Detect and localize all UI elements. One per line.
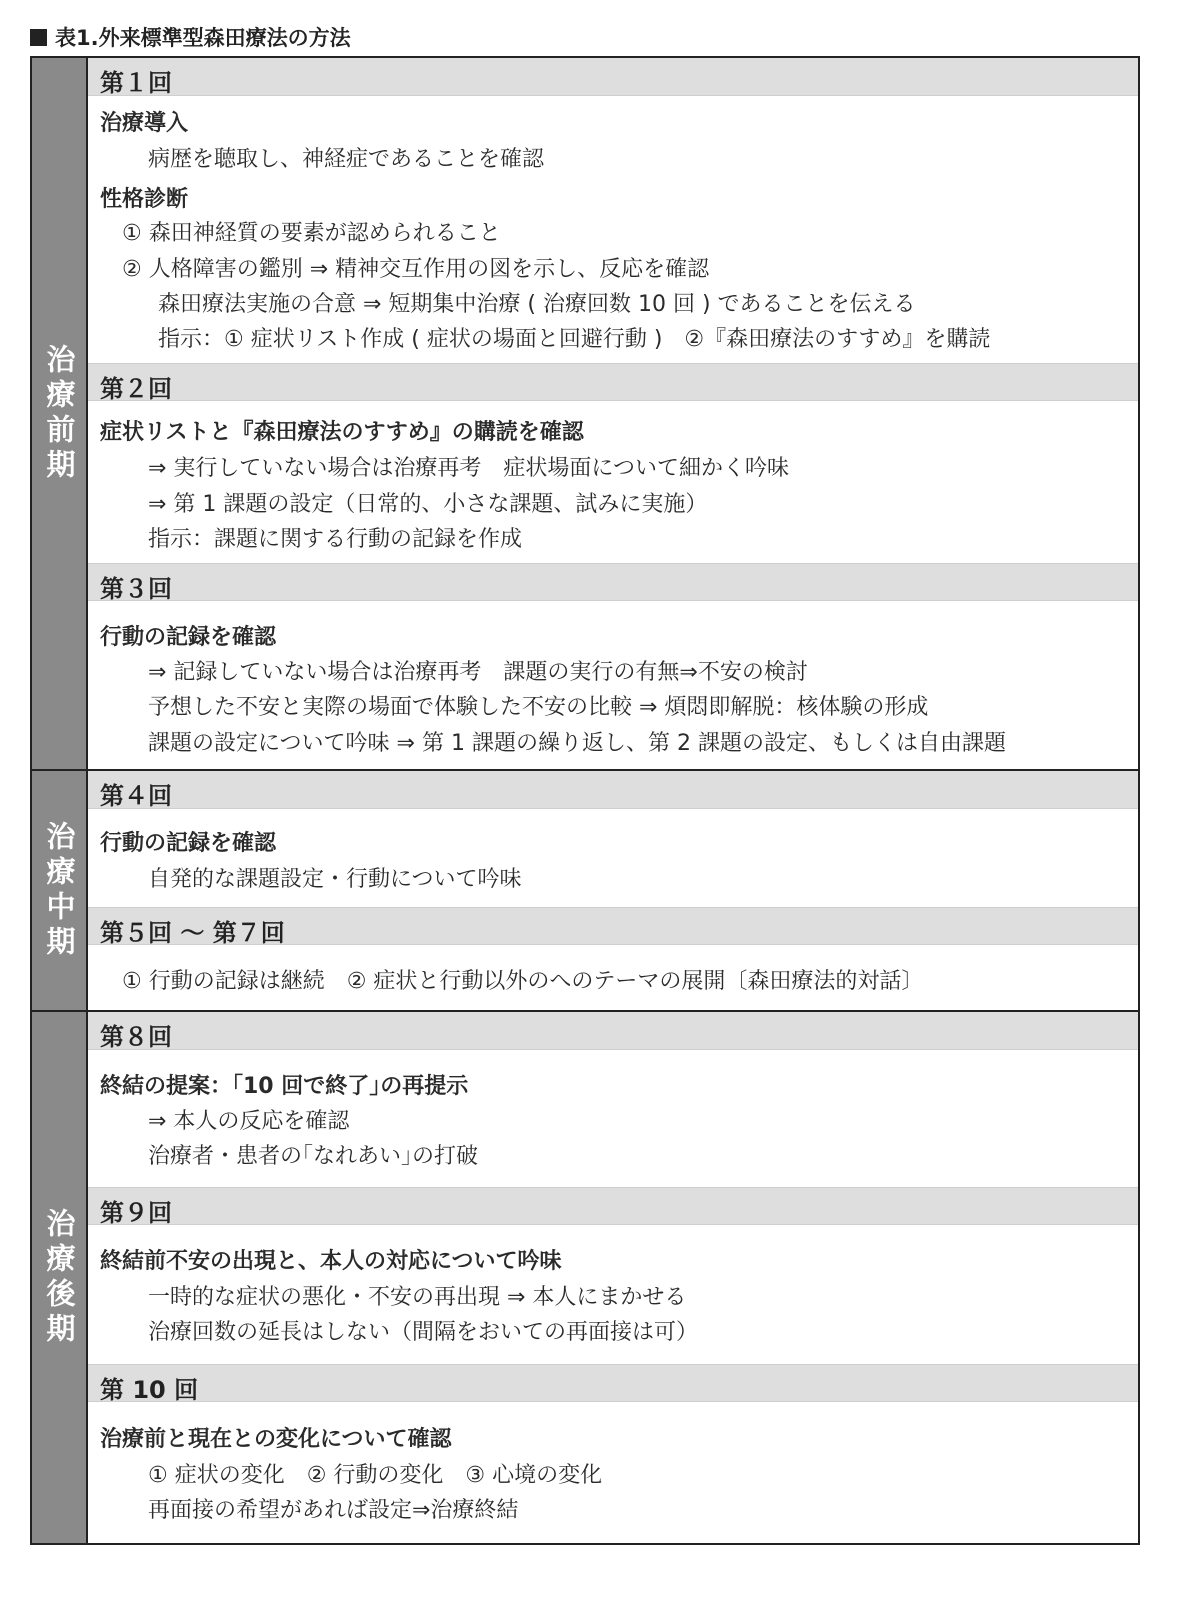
session-9-line: 終結前不安の出現と、本人の対応について吟味 [100, 1249, 562, 1274]
square-bullet-icon [30, 29, 47, 46]
session-2-line: 指示：課題に関する行動の記録を作成 [148, 527, 523, 552]
session-8-header [88, 1012, 1138, 1050]
table-title-text: 表1.外来標準型森田療法の方法 [55, 26, 351, 50]
phase-label-late-text: 治療後期 [42, 1207, 77, 1348]
session-2-line: ⇒ 実行していない場合は治療再考 症状場面について細かく吟味 [148, 456, 789, 481]
session-2-line: 症状リストと『森田療法のすすめ』の購読を確認 [100, 420, 584, 445]
session-3-title: 第３回 [100, 575, 172, 603]
session-1-title: 第１回 [100, 69, 172, 97]
phase-label-late [32, 1012, 88, 1543]
session-3-line: 予想した不安と実際の場面で体験した不安の比較 ⇒ 煩悶即解脱：核体験の形成 [148, 695, 929, 720]
phase-late-content [88, 1012, 1138, 1543]
phase-label-middle [32, 771, 88, 1010]
session-1-line: ① 森田神経質の要素が認められること [122, 221, 501, 246]
session-4-line: 自発的な課題設定・行動について吟味 [148, 867, 522, 892]
session-9-header [88, 1187, 1138, 1225]
phase-middle [30, 769, 1140, 1012]
session-9-line: 一時的な症状の悪化・不安の再出現 ⇒ 本人にまかせる [148, 1285, 687, 1310]
session-10-title: 第 10 回 [100, 1376, 199, 1404]
session-2-title: 第２回 [100, 375, 172, 403]
session-1-line: 森田療法実施の合意 ⇒ 短期集中治療 ( 治療回数 10 回 ) であることを伝える [158, 292, 916, 317]
session-3-line: 課題の設定について吟味 ⇒ 第 1 課題の繰り返し、第 2 課題の設定、もしくは自由課題 [148, 731, 1006, 756]
session-9-line: 治療回数の延長はしない（間隔をおいての再面接は可） [148, 1320, 699, 1345]
session-5-7-title: 第５回 〜 第７回 [100, 919, 285, 947]
session-1-header [88, 58, 1138, 96]
table-title [30, 22, 351, 52]
session-1-line: 病歴を聴取し、神経症であることを確認 [148, 147, 545, 172]
session-1-line: 性格診断 [100, 187, 189, 212]
phase-late [30, 1010, 1140, 1545]
session-2-line: ⇒ 第 1 課題の設定（日常的、小さな課題、試みに実施） [148, 492, 708, 517]
session-10-line: 再面接の希望があれば設定⇒治療終結 [148, 1498, 519, 1523]
session-8-title: 第８回 [100, 1023, 172, 1051]
session-5-7-line: ① 行動の記録は継続 ② 症状と行動以外のへのテーマの展開〔森田療法的対話〕 [122, 969, 924, 994]
session-10-header [88, 1364, 1138, 1402]
session-9-title: 第９回 [100, 1199, 172, 1227]
phase-label-early-text: 治療前期 [42, 343, 77, 484]
session-8-line: 終結の提案：｢10 回で終了｣の再提示 [100, 1074, 469, 1099]
session-3-line: ⇒ 記録していない場合は治療再考 課題の実行の有無⇒不安の検討 [148, 660, 808, 685]
phase-middle-content [88, 771, 1138, 1010]
session-2-header [88, 363, 1138, 401]
session-1-line: 治療導入 [100, 111, 189, 136]
phase-early-content [88, 58, 1138, 769]
session-8-line: ⇒ 本人の反応を確認 [148, 1109, 350, 1134]
session-8-line: 治療者・患者の｢なれあい｣の打破 [148, 1144, 479, 1169]
session-5-7-header [88, 907, 1138, 945]
session-4-header [88, 771, 1138, 809]
session-4-line: 行動の記録を確認 [100, 831, 277, 856]
phase-label-middle-text: 治療中期 [42, 820, 77, 961]
session-1-line: 指示：① 症状リスト作成 ( 症状の場面と回避行動 ) ②『森田療法のすすめ』を購読 [158, 327, 991, 352]
session-10-line: 治療前と現在との変化について確認 [100, 1427, 452, 1452]
session-4-title: 第４回 [100, 782, 172, 810]
phase-label-early [32, 58, 88, 769]
phase-early [30, 56, 1140, 771]
session-1-line: ② 人格障害の鑑別 ⇒ 精神交互作用の図を示し、反応を確認 [122, 257, 710, 282]
session-10-line: ① 症状の変化 ② 行動の変化 ③ 心境の変化 [148, 1463, 603, 1488]
session-3-line: 行動の記録を確認 [100, 625, 277, 650]
session-3-header [88, 563, 1138, 601]
